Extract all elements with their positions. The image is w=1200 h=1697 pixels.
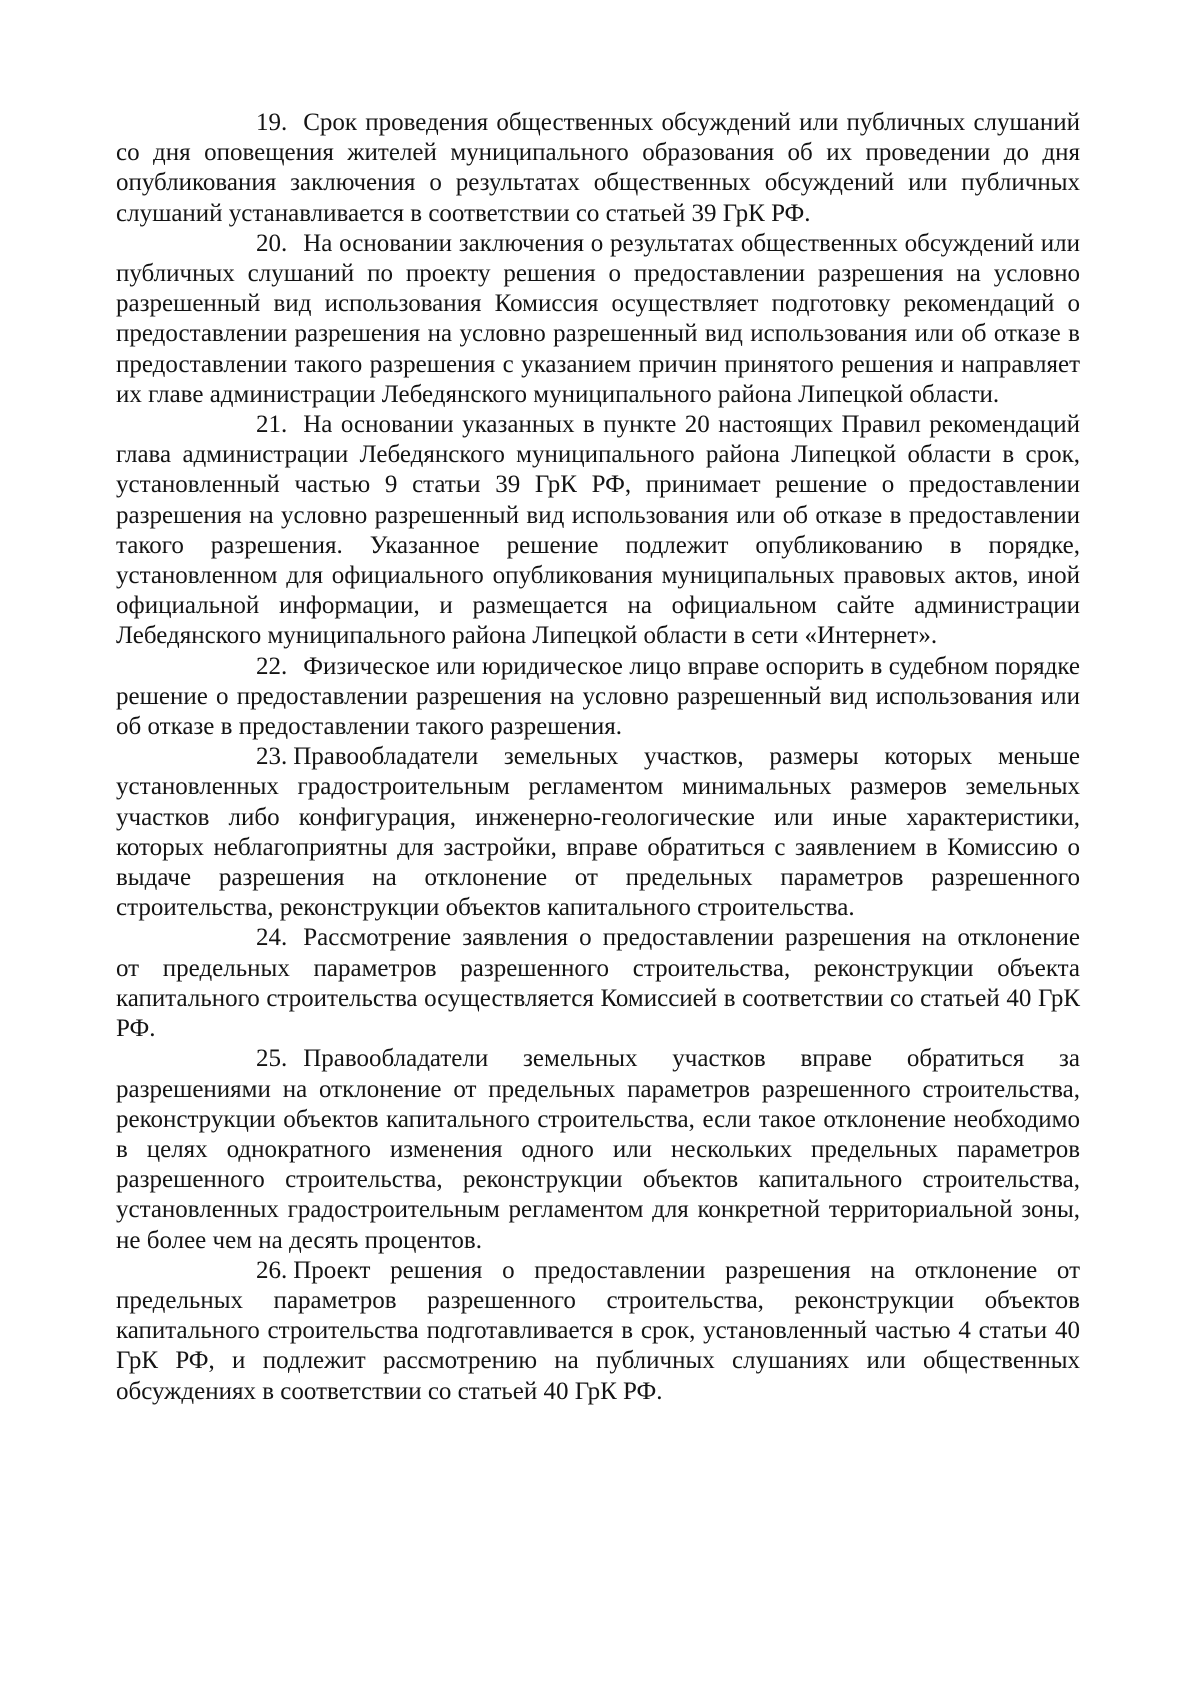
paragraph-text: Правообладатели земельных участков вправе обратиться за разрешениями на отклонение от предельных параметров разрешенного строительства, реконструкции объектов капитального строительства, если такое отклонение необходимо в целях однократного изменения одного или нескольких предельных параметров разрешенного строительства, реконструкции объектов капитального строительства, установленных градостроительным регламентом для конкретной территориальной зоны, не более чем на десять процентов. [116, 1045, 1080, 1254]
paragraph-23 [116, 742, 1080, 923]
paragraph-number: 24. [256, 924, 288, 952]
paragraph-text: Проект решения о предоставлении разрешения на отклонение от предельных параметров разрешенного строительства, реконструкции объектов капитального строительства подготавливается в срок, установленный частью 4 статьи 40 ГрК РФ, и подлежит рассмотрению на публичных слушаниях или общественных обсуждениях в соответствии со статьей 40 ГрК РФ. [116, 1256, 1080, 1405]
paragraph-text: На основании указанных в пункте 20 настоящих Правил рекомендаций глава администрации Лебедянского муниципального района Липецкой области в срок, установленный частью 9 статьи 39 ГрК РФ, принимает решение о предоставлении разрешения на условно разрешенный вид использования или об отказе в предоставлении такого разрешения. Указанное решение подлежит опубликованию в порядке, установленном для официального опубликования муниципальных правовых актов, иной официальной информации, и размещается на официальном сайте администрации Лебедянского муниципального района Липецкой области в сети «Интернет». [116, 411, 1080, 650]
paragraph-25 [116, 1044, 1080, 1255]
paragraph-number: 21. [256, 411, 288, 439]
paragraph-20 [116, 229, 1080, 410]
paragraph-number: 19. [256, 109, 288, 136]
paragraph-text: На основании заключения о результатах общественных обсуждений или публичных слушаний по проекту решения о предоставлении разрешения на условно разрешенный вид использования Комиссия осуществляет подготовку рекомендаций о предоставлении разрешения на условно разрешенный вид использования или об отказе в предоставлении такого разрешения с указанием причин принятого решения и направляет их главе администрации Лебедянского муниципального района Липецкой области. [116, 229, 1080, 408]
paragraph-number: 22. [256, 652, 288, 680]
paragraph-19 [116, 108, 1080, 229]
paragraph-text: Рассмотрение заявления о предоставлении разрешения на отклонение от предельных параметров разрешенного строительства, реконструкции объекта капитального строительства осуществляется Комиссией в соответствии со статьей 40 ГрК РФ. [116, 924, 1080, 1043]
paragraph-number: 25. [256, 1045, 288, 1073]
paragraph-number: 20. [256, 229, 288, 257]
paragraph-number: 23. [256, 743, 288, 771]
paragraph-24 [116, 923, 1080, 1044]
paragraph-number: 26. [256, 1256, 288, 1284]
paragraph-text: Физическое или юридическое лицо вправе оспорить в судебном порядке решение о предоставлении разрешения на условно разрешенный вид использования или об отказе в предоставлении такого разрешения. [116, 652, 1080, 741]
paragraph-text: Правообладатели земельных участков, размеры которых меньше установленных градостроительным регламентом минимальных размеров земельных участков либо конфигурация, инженерно-геологические или иные характеристики, которых неблагоприятны для застройки, вправе обратиться с заявлением в Комиссию о выдаче разрешения на отклонение от предельных параметров разрешенного строительства, реконструкции объектов капитального строительства. [116, 743, 1080, 922]
paragraph-21 [116, 410, 1080, 652]
document-page [116, 108, 1080, 1407]
paragraph-22 [116, 652, 1080, 743]
paragraph-26 [116, 1256, 1080, 1407]
paragraph-text: Срок проведения общественных обсуждений или публичных слушаний со дня оповещения жителей муниципального образования об их проведении до дня опубликования заключения о результатах общественных обсуждений или публичных слушаний устанавливается в соответствии со статьей 39 ГрК РФ. [116, 109, 1080, 227]
